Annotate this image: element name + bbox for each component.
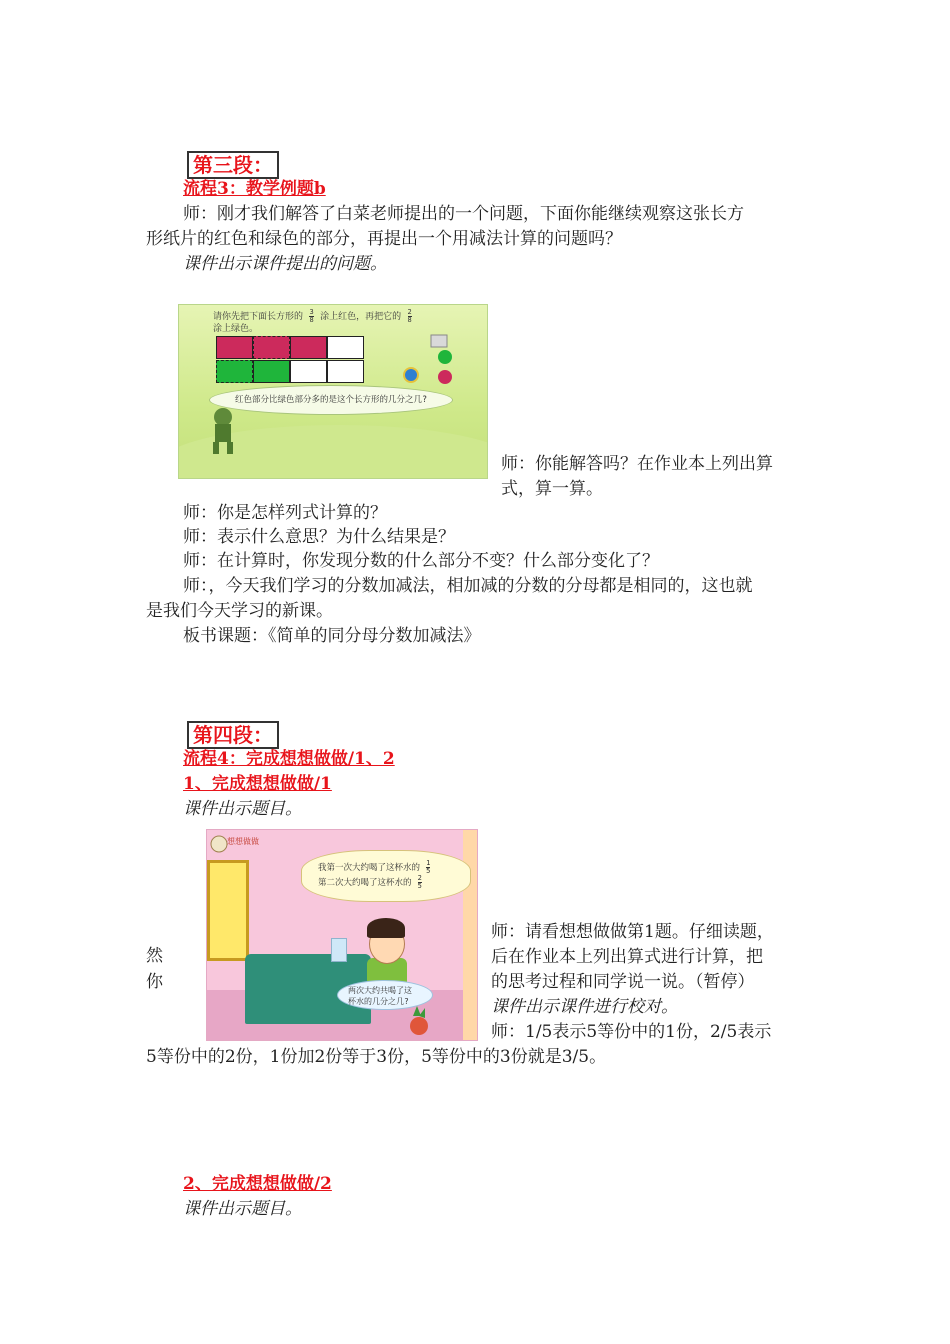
courseware-note: 课件出示课件进行校对。 xyxy=(491,997,678,1017)
paragraph-line: 师：你是怎样列式计算的？ xyxy=(183,503,387,523)
cartoon-character-icon xyxy=(213,408,233,454)
rectangle-fraction-figure xyxy=(178,304,488,479)
paragraph-line: 师：请看想想做做第1题。仔细读题， xyxy=(491,922,774,942)
paragraph-line: 5等份中的2份，1份加2份等于3份，5等份中的3份就是3/5。 xyxy=(146,1047,607,1067)
courseware-note: 课件出示题目。 xyxy=(183,1199,302,1219)
paragraph-line: 师：表示什么意思？为什么结果是？ xyxy=(183,527,455,547)
paragraph-line: 师：你能解答吗？在作业本上列出算 xyxy=(501,454,773,474)
red-color-icon[interactable] xyxy=(438,370,452,384)
figure-title: 想想做做 xyxy=(227,837,259,846)
wrapped-char: 你 xyxy=(146,972,163,992)
fraction-one-fifth: $\frac{1}{5}$ xyxy=(426,859,431,875)
radish-character-icon xyxy=(410,1006,428,1035)
fraction-green: $\frac{2}{8}$ xyxy=(407,308,412,324)
drinking-water-figure xyxy=(206,829,478,1041)
paragraph-line: 师：刚才我们解答了白菜老师提出的一个问题，下面你能继续观察这张长方 xyxy=(183,204,744,224)
paint-bucket-icon[interactable] xyxy=(431,335,447,347)
paragraph-line: 是我们今天学习的新课。 xyxy=(146,601,333,621)
courseware-note: 课件出示题目。 xyxy=(183,799,302,819)
paragraph-line: 式，算一算。 xyxy=(501,479,603,499)
subsection-title: 2、完成想想做做/2 xyxy=(183,1174,332,1194)
figure-decoration xyxy=(207,830,477,1040)
fraction-two-fifths: $\frac{2}{5}$ xyxy=(417,874,422,890)
courseware-note: 课件出示课件提出的问题。 xyxy=(183,254,387,274)
fraction-red: $\frac{3}{8}$ xyxy=(309,308,314,324)
wrapped-char: 然 xyxy=(146,946,163,966)
globe-icon[interactable] xyxy=(404,368,418,382)
question-bubble: 红色部分比绿色部分多的是这个长方形的几分之几? xyxy=(209,385,453,415)
paragraph-line: 后在作业本上列出算式进行计算，把 xyxy=(491,947,763,967)
paragraph-line: 的思考过程和同学说一说。（暂停） xyxy=(491,972,755,992)
flow-title: 流程4：完成想想做做/1、2 xyxy=(183,749,395,769)
question-bubble: 两次大约共喝了这 杯水的几分之几? xyxy=(337,980,433,1010)
paragraph-line: 形纸片的红色和绿色的部分，再提出一个用减法计算的问题吗？ xyxy=(146,229,622,249)
figure-instruction: 请你先把下面长方形的 $\frac{3}{8}$ 涂上红色，再把它的 $\frac{2}{8}$ 涂上绿色。 xyxy=(213,308,412,334)
board-title: 板书课题：《简单的同分母分数加减法》 xyxy=(183,626,481,646)
paragraph-line: 师：，今天我们学习的分数加减法，相加减的分数的分母都是相同的，这也就 xyxy=(183,576,753,596)
cartoon-logo-icon xyxy=(211,836,227,852)
flow-title: 流程3：教学例题b xyxy=(183,179,326,199)
section-heading: 第三段： xyxy=(187,151,279,179)
subsection-title: 1、完成想想做做/1 xyxy=(183,774,332,794)
green-color-icon[interactable] xyxy=(438,350,452,364)
speech-bubble: 我第一次大约喝了这杯水的 $\frac{1}{5}$ 第二次大约喝了这杯水的 $\frac{2}{5}$ xyxy=(301,850,471,902)
paragraph-line: 师：在计算时，你发现分数的什么部分不变？什么部分变化了？ xyxy=(183,551,659,571)
paragraph-line: 师：1/5表示5等份中的1份，2/5表示 xyxy=(491,1022,772,1042)
section-heading: 第四段： xyxy=(187,721,279,749)
